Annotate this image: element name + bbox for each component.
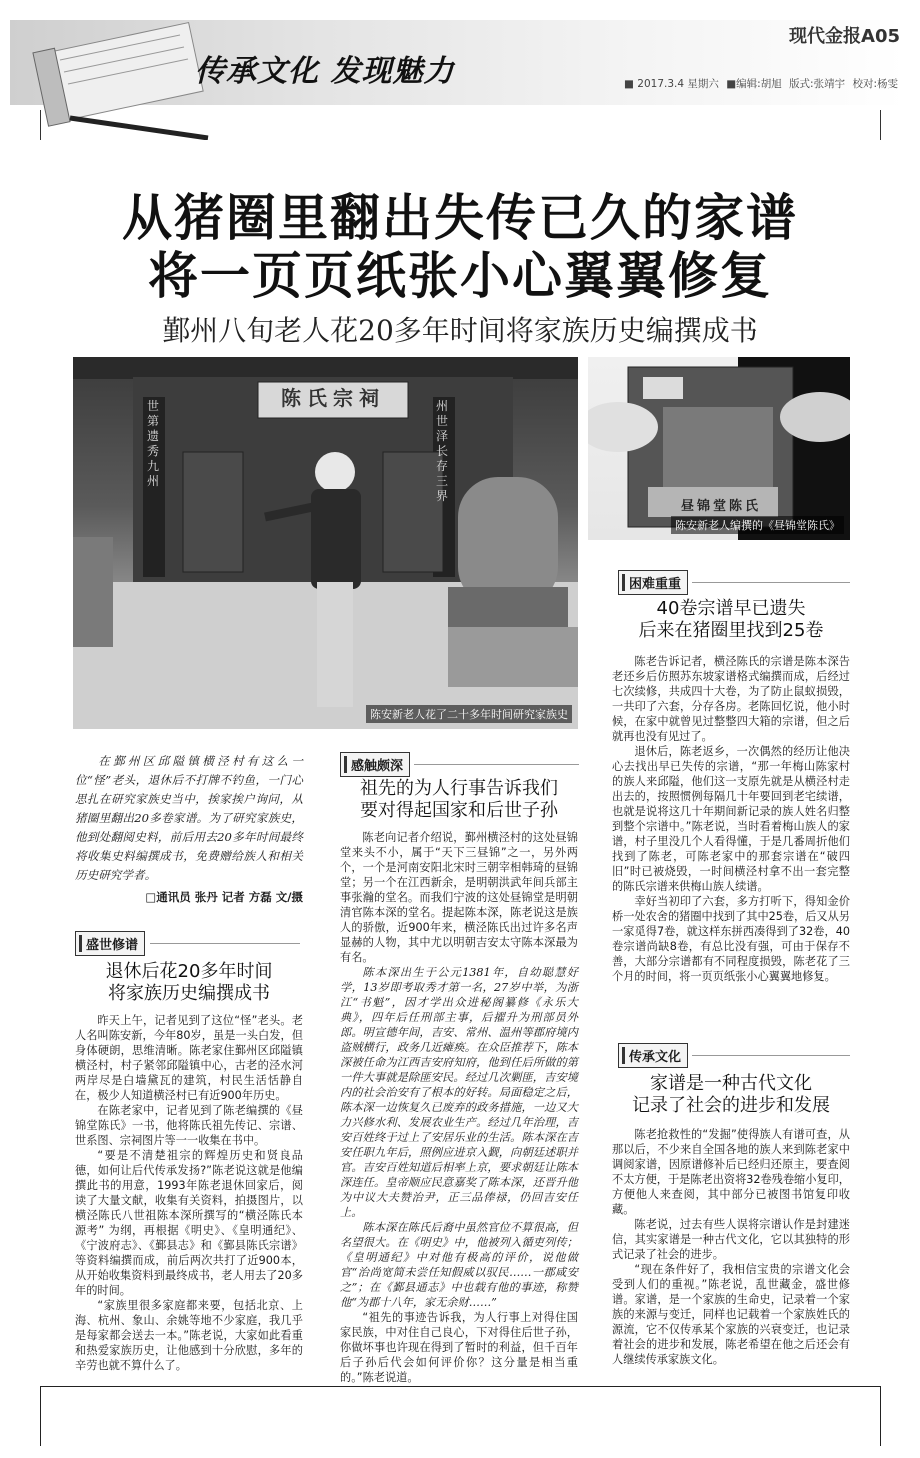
book-photo-caption: 陈安新老人编撰的《昼锦堂陈氏》 [671,516,844,534]
section-2-paragraph: 陈老向记者介绍说，鄞州横泾村的这处昼锦堂来头不小，属于“天下三昼锦”之一，另外两个，一个是河南安阳北宋时三朝宰相韩琦的昼锦堂；另一个在江西新余，是明朝洪武年间兵部主事张瀚的堂名。而我们宁波的这处昼锦堂是明朝清官陈本深的堂名。提起陈本深，陈老说这是族人的骄傲，近900年来，横泾陈氏出过许多名声显赫的人物，其中尤以明朝吉安太守陈本深最为有名。 [340,831,578,964]
ancestral-hall-photo [73,357,578,729]
section-tag-deep-feelings: 感触颇深 [340,752,410,777]
frame-corner-right [880,110,881,140]
section-3-paragraph: 陈老告诉记者，横泾陈氏的宗谱是陈本深告老还乡后仿照苏东坡家谱格式编撰而成，后经过七次续修，共成四十大卷，为了防止鼠蚁损毁，一共印了六套，分存各房。老陈回忆说，他小时候，在家中就曾见过整整四大箱的宗谱，但之后就再也没有见过了。 [612,655,850,743]
scroll-brush-illustration [30,20,220,140]
section-1-paragraph: 昨天上午，记者见到了这位“怪”老头。老人名叫陈安新，今年80岁，虽是一头白发，但身体硬朗，思维清晰。陈老家住鄞州区邱隘镇横泾村，村子紧邻邱隘镇中心，古老的泾水河两岸尽是白墙黛瓦的建筑，村民生活恬静自在，极少人知道横泾村已有近900年历史。 [75,1014,303,1102]
main-photo-caption: 陈安新老人花了二十多年时间研究家族史 [366,705,572,723]
section-rule [150,943,300,944]
section-1-title-line-1: 退休后花20多年时间 [105,961,273,982]
section-4-title-line-1: 家谱是一种古代文化 [650,1073,812,1094]
section-1-title-line-2: 将家族历史编撰成书 [108,983,270,1004]
section-3-title-line-1: 40卷宗谱早已遗失 [656,598,806,619]
section-1-paragraph: “家族里很多家庭都来要，包括北京、上海、杭州、象山、余姚等地不少家庭，我几乎是每家都会送去一本。”陈老说，大家如此看重和热爱家族历史，让他感到十分欣慰，多年的辛劳也就不算什么了。 [75,1299,303,1372]
byline: □通讯员 张丹 记者 方磊 文/摄 [145,890,303,904]
section-2-title-line-2: 要对得起国家和后世子孙 [360,800,558,821]
headline-line-2: 将一页页纸张小心翼翼修复 [148,247,772,305]
section-1-title [75,961,303,1005]
section-4-paragraph: “现在条件好了，我相信宝贵的宗谱文化会受到人们的重视。”陈老说，乱世藏金，盛世修谱。家谱，是一个家族的生命史，记录着一个家族的来源与变迁，同样也记载着一个家族姓氏的源流，它不仅传承某个家族的兴衰变迁，也记录着社会的进步和发展，陈老希望在他之后还会有人继续传承家族文化。 [612,1263,850,1366]
section-tag-flourishing-age: 盛世修谱 [75,931,145,956]
section-4-title [612,1073,850,1117]
section-2-paragraph: “祖先的事迹告诉我，为人行事上对得住国家民族，中对住自己良心，下对得住后世子孙，你做坏事也许现在得到了暂时的利益，但千百年后子孙后代会如何评价你？这分量是相当重的。”陈老说道。 [340,1311,578,1384]
section-2-title [340,778,578,822]
section-1-paragraph: “要是不清楚祖宗的辉煌历史和贤良品德，如何让后代传承发扬?”陈老说这就是他编撰此书的用意，1993年陈老退休回家后，阅读了大量文献，收集有关资料，拍摄图片，以横泾陈氏八世祖陈本深所撰写的“横泾陈氏本源考” 为纲，再根据《明史》、《皇明通纪》、《宁波府志》、《鄞县志》和《鄞县陈氏宗谱》等资料编撰而成，前后两次共打了近900本，从开始收集资料到最终成书，老人用去了20多年的时间。 [75,1149,303,1297]
section-rule [692,582,850,583]
bottom-frame-corner-right [880,1386,881,1446]
book-photo [588,357,850,540]
headline-line-1: 从猪圈里翻出失传已久的家谱 [122,189,798,247]
proofread-credit: 校对:杨雯 [852,78,898,90]
bottom-frame-line [40,1386,880,1387]
layout-credit: 版式:张靖宇 [789,78,846,90]
book-cover-title: 昼锦堂陈氏 [680,499,761,514]
section-1-paragraph: 在陈老家中，记者见到了陈老编撰的《昼锦堂陈氏》一书，他将陈氏祖先传记、宗谱、世系图、宗祠图片等一一收集在书中。 [75,1104,303,1147]
section-1-body [75,1013,303,1373]
section-rule [692,1055,850,1056]
section-2-paragraph: 陈本深出生于公元1381年，自幼聪慧好学，13岁即考取秀才第一名，27岁中举，为浙江“书魁”，因才学出众进秘阁纂修《永乐大典》，四年后任刑部主事，后擢升为刑部员外郎。明宣德年间，吉安、常州、温州等郡府境内盗贼横行，政务几近瘫痪。在众臣推荐下，陈本深被任命为江西吉安府知府，他到任后所做的第一件大事就是除匪安民。经过几次剿匪，吉安境内的社会治安有了根本的好转。局面稳定之后，陈本深一边恢复久已废弃的政务措施，一边又大力兴修水利、发展农业生产。经过几年治理，吉安百姓终于过上了安居乐业的生活。陈本深在吉安任职九年后，照例应进京入觐，向朝廷述职并官。吉安百姓知道后相率上京，要求朝廷让陈本深连任。皇帝顺应民意嘉奖了陈本深，还晋升他为中议大夫赞治尹，正三品俸禄，仍回吉安任上。 [340,966,578,1219]
section-tag-difficulties: 困难重重 [618,570,688,595]
section-tag-cultural-heritage: 传承文化 [618,1043,688,1068]
section-4-paragraph: 陈老抢救性的“发掘”使得族人有谱可查，从那以后，不少来自全国各地的族人来到陈老家中调阅家谱，因原谱修补后已经归还原主，要查阅不太方便，于是陈老出资将32卷残卷缩小复印，方便他人来查阅，其中部分已被图书馆复印收藏。 [612,1128,850,1216]
section-3-title-line-2: 后来在猪圈里找到25卷 [638,620,824,641]
section-3-title [612,598,850,642]
section-3-paragraph: 幸好当初印了六套，多方打听下，得知金价桥一处农舍的猪圈中找到了其中25卷，后又从另一家觅得7卷，就这样东拼西凑得到了32卷，40卷宗谱尚缺8卷，有总比没有强，可由于保存不善，大部分宗谱都有不同程度损毁，陈老花了三个月的时间，将一页页纸张小心翼翼地修复。 [612,895,850,983]
editor-credit: ■编辑:胡旭 [726,78,782,90]
page-meta [620,76,898,91]
column-slogan: 传承文化 发现魅力 [195,54,455,89]
couplet-left-text: 世第遗秀九州 [147,399,160,488]
issue-date: ■ 2017.3.4 星期六 [624,78,719,90]
section-2-title-line-1: 祖先的为人行事告诉我们 [360,778,558,799]
section-rule [414,764,579,765]
section-4-title-line-2: 记录了社会的进步和发展 [632,1095,830,1116]
hall-plaque-text: 陈氏宗祠 [281,386,385,410]
section-4-paragraph: 陈老说，过去有些人误将宗谱认作是封建迷信，其实家谱是一种古代文化，它以其独特的形式记录了社会的进步。 [612,1218,850,1261]
bottom-frame-corner-left [40,1386,41,1446]
frame-corner-left [40,110,41,140]
section-3-body [612,654,850,984]
intro-text: 在鄞州区邱隘镇横泾村有这么一位“怪”老头，退休后不打牌不钓鱼，一门心思扎在研究家族史当中，挨家挨户询问，从猪圈里翻出20多卷家谱。为了研究家族史，他到处翻阅史料，前后用去20多年时间最终将收集史料编撰成书，免费赠给族人和相关历史研究学者。 [75,754,303,882]
section-4-body [612,1127,850,1367]
section-2-body [340,830,578,1385]
paper-name-page-number: 现代金报A05 [789,26,900,47]
section-2-paragraph: 陈本深在陈氏后裔中虽然官位不算很高，但名望很大。在《明史》中，他被列入循吏列传；《皇明通纪》中对他有极高的评价，说他做官“治尚宽简未尝任知假威以驭民……一郡咸安之”；在《鄞县通志》中也载有他的事迹，称赞他“为郡十八年，家无余财……” [340,1221,578,1309]
subheadline: 鄞州八旬老人花20多年时间将家族历史编撰成书 [162,314,758,347]
intro-paragraph [75,752,303,885]
couplet-right-text: 州世泽长存三界 [436,399,449,503]
section-3-paragraph: 退休后，陈老返乡，一次偶然的经历让他决心去找出早已失传的宗谱，“那一年梅山陈家村的族人来邱隘，他们这一支原先就是从横泾村走出去的，按照惯例每隔几十年要回到老宅续谱，也就是说将这几十年期间新记录的族人姓名归整到整个宗谱中。”陈老说，当时看着梅山族人的家谱，村子里没几个人看得懂，于是几番周折他们找到了陈老，可陈老家中的那套宗谱在“破四旧”时已被烧毁，一时间横泾村拿不出一套完整的陈氏宗谱来供梅山族人续谱。 [612,745,850,893]
